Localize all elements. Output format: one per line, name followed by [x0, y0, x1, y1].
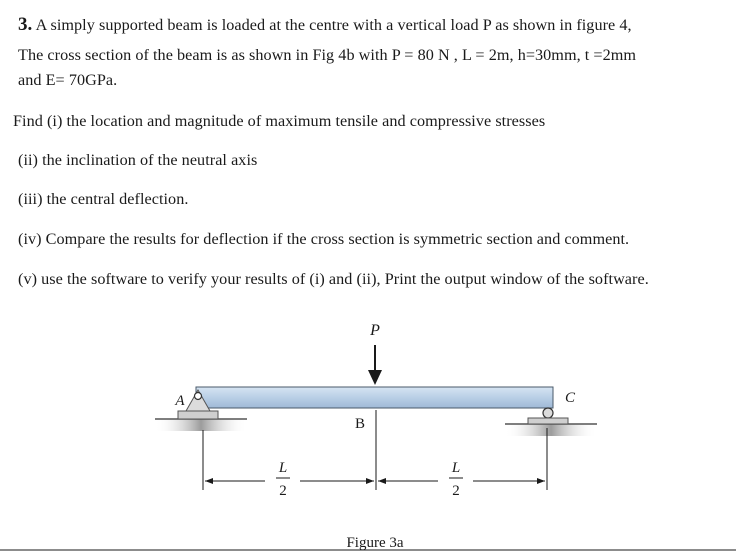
problem-number-line [18, 14, 632, 36]
right-ground [505, 424, 597, 436]
load-label: P [370, 322, 380, 339]
dim-right-denominator: 2 [452, 483, 460, 499]
task-v: (v) use the software to verify your results of (i) and (ii), Print the output window of the software. [18, 270, 649, 288]
support-c-label: C [564, 390, 576, 406]
roller-support-c [528, 408, 568, 424]
figure-caption: Figure 3a [346, 535, 404, 551]
center-b-label: B [354, 416, 366, 432]
task-find-i: Find (i) the location and magnitude of maximum tensile and compressive stresses [13, 112, 546, 130]
dimension-lines [203, 410, 547, 490]
load-arrow [368, 345, 382, 385]
dim-left-numerator: L [278, 460, 288, 476]
beam-figure [0, 300, 736, 552]
dim-left-denominator: 2 [279, 483, 287, 499]
problem-statement-line-3: and E= 70GPa. [18, 71, 118, 89]
left-ground [155, 419, 247, 431]
dim-right-numerator: L [451, 460, 461, 476]
task-ii: (ii) the inclination of the neutral axis [18, 151, 258, 169]
task-iv: (iv) Compare the results for deflection if the cross section is symmetric section and comment. [18, 230, 630, 248]
dimension-left-half-span [276, 460, 290, 499]
problem-number: 3. [18, 14, 33, 35]
beam [196, 387, 553, 408]
support-a-label: A [175, 393, 185, 409]
task-iii: (iii) the central deflection. [18, 190, 189, 208]
dimension-right-half-span [449, 460, 463, 499]
problem-statement-line-2: The cross section of the beam is as shown in Fig 4b with P = 80 N , L = 2m, h=30mm, t =2mm [18, 46, 637, 64]
problem-statement-line-1: A simply supported beam is loaded at the centre with a vertical load P as shown in figure 4, [35, 16, 632, 34]
